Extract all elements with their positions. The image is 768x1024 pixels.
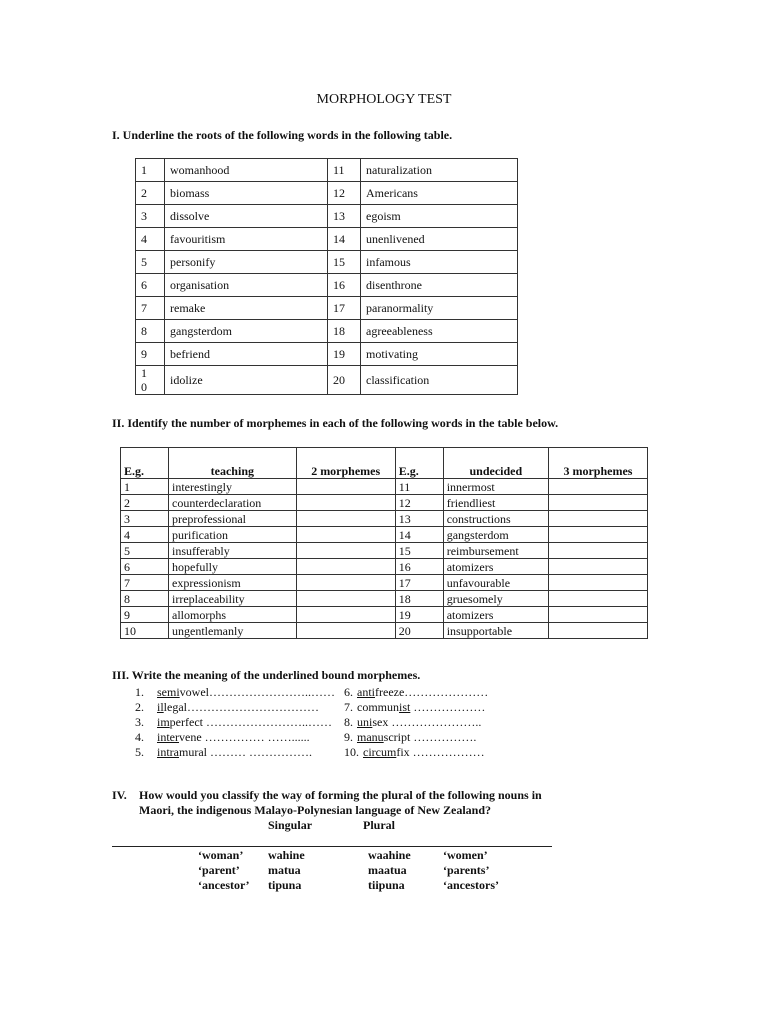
underlined-morpheme: im	[157, 715, 170, 729]
table-row	[136, 182, 518, 205]
item-number: 4	[121, 527, 169, 543]
section4-number: IV.	[112, 788, 127, 802]
word-cell: insupportable	[443, 623, 548, 639]
item-number: 15	[328, 251, 361, 274]
table-row	[136, 274, 518, 297]
item-number: 9	[136, 343, 165, 366]
header-eg-2: E.g.	[395, 448, 443, 479]
maori-singular: wahine	[268, 848, 305, 862]
item-number: 6	[136, 274, 165, 297]
word-cell: insufferably	[169, 543, 297, 559]
section3-heading: III. Write the meaning of the underlined bound morphemes.	[112, 668, 421, 682]
item-number: 6.	[344, 685, 353, 699]
word-cell: befriend	[165, 343, 328, 366]
morphemes-table	[120, 447, 648, 639]
item-number: 16	[328, 274, 361, 297]
word-cell: hopefully	[169, 559, 297, 575]
item-number: 14	[395, 527, 443, 543]
item-number: 8.	[344, 715, 353, 729]
gloss-singular: ‘parent’	[198, 863, 240, 877]
item-number: 18	[395, 591, 443, 607]
divider-line	[112, 846, 552, 847]
answer-cell	[548, 607, 647, 623]
item-number: 3	[136, 205, 165, 228]
table-row	[121, 511, 648, 527]
section2-heading: II. Identify the number of morphemes in each of the following words in the table below.	[112, 416, 559, 430]
gloss-plural: ‘women’	[443, 848, 488, 862]
word-cell: infamous	[361, 251, 518, 274]
section4-heading-line2: Maori, the indigenous Malayo-Polynesian language of New Zealand?	[139, 803, 492, 817]
answer-cell	[296, 575, 395, 591]
maori-singular: tipuna	[268, 878, 302, 892]
answer-cell	[296, 527, 395, 543]
maori-plural: waahine	[368, 848, 411, 862]
table-row	[136, 159, 518, 182]
item-number: 3	[121, 511, 169, 527]
word-cell: biomass	[165, 182, 328, 205]
word-cell: gangsterdom	[443, 527, 548, 543]
answer-cell	[296, 495, 395, 511]
word-cell: gruesomely	[443, 591, 548, 607]
table-row	[136, 297, 518, 320]
word-cell: motivating	[361, 343, 518, 366]
underlined-morpheme: uni	[357, 715, 373, 729]
item-number: 17	[328, 297, 361, 320]
item-number: 4	[136, 228, 165, 251]
word-cell: atomizers	[443, 607, 548, 623]
morphemes-table-header	[121, 448, 648, 479]
word-cell: idolize	[165, 366, 328, 395]
morpheme-item	[135, 700, 319, 715]
table-row	[136, 228, 518, 251]
underlined-morpheme: manu	[357, 730, 384, 744]
table-row	[121, 575, 648, 591]
item-number: 19	[328, 343, 361, 366]
answer-cell	[296, 623, 395, 639]
morpheme-item	[344, 715, 481, 730]
item-number: 2	[136, 182, 165, 205]
column-plural: Plural	[363, 818, 395, 832]
word-remainder: fix ………………	[396, 745, 485, 759]
answer-cell	[296, 479, 395, 495]
header-example-answer-1: 2 morphemes	[296, 448, 395, 479]
item-number: 14	[328, 228, 361, 251]
table-row	[121, 623, 648, 639]
morpheme-item	[344, 730, 476, 745]
word-cell: friendliest	[443, 495, 548, 511]
item-number: 2	[121, 495, 169, 511]
word-cell: preprofessional	[169, 511, 297, 527]
item-number: 17	[395, 575, 443, 591]
header-example-word-1: teaching	[169, 448, 297, 479]
morpheme-item	[344, 685, 488, 700]
table-row	[121, 607, 648, 623]
answer-cell	[548, 623, 647, 639]
word-cell: gangsterdom	[165, 320, 328, 343]
table-row	[136, 366, 518, 395]
header-example-answer-2: 3 morphemes	[548, 448, 647, 479]
word-cell: constructions	[443, 511, 548, 527]
word-remainder: mural ……… …………….	[179, 745, 312, 759]
word-cell: naturalization	[361, 159, 518, 182]
maori-plural: tiipuna	[368, 878, 405, 892]
word-remainder: legal……………………………	[163, 700, 319, 714]
table-row	[121, 479, 648, 495]
answer-cell	[548, 575, 647, 591]
underlined-morpheme: inter	[157, 730, 179, 744]
gloss-plural: ‘parents’	[443, 863, 490, 877]
item-number: 11	[395, 479, 443, 495]
item-number: 7	[121, 575, 169, 591]
underlined-morpheme: semi	[157, 685, 180, 699]
word-cell: interestingly	[169, 479, 297, 495]
word-remainder: freeze…………………	[375, 685, 489, 699]
table-row	[121, 495, 648, 511]
item-number: 6	[121, 559, 169, 575]
table-row	[136, 205, 518, 228]
word-cell: Americans	[361, 182, 518, 205]
item-number: 13	[328, 205, 361, 228]
gloss-singular: ‘woman’	[198, 848, 244, 862]
word-cell: womanhood	[165, 159, 328, 182]
item-number: 11	[328, 159, 361, 182]
table-row	[136, 343, 518, 366]
word-remainder: vene …………… ……......	[179, 730, 310, 744]
item-number: 5	[136, 251, 165, 274]
word-cell: counterdeclaration	[169, 495, 297, 511]
morpheme-item	[344, 745, 485, 760]
item-number: 4.	[135, 730, 144, 744]
word-cell: reimbursement	[443, 543, 548, 559]
answer-cell	[548, 495, 647, 511]
underlined-morpheme: ist	[399, 700, 411, 714]
morpheme-item	[135, 730, 310, 745]
word-cell: paranormality	[361, 297, 518, 320]
item-number: 7.	[344, 700, 353, 714]
roots-table	[135, 158, 518, 395]
word-prefix: commun	[357, 700, 399, 714]
item-number: 1	[136, 159, 165, 182]
morpheme-item	[135, 715, 332, 730]
morpheme-item	[344, 700, 485, 715]
item-number: 18	[328, 320, 361, 343]
item-number: 9.	[344, 730, 353, 744]
answer-cell	[548, 591, 647, 607]
underlined-morpheme: il	[157, 700, 164, 714]
word-cell: irreplaceability	[169, 591, 297, 607]
word-cell: classification	[361, 366, 518, 395]
word-remainder: vowel……………………..……	[179, 685, 335, 699]
morpheme-item	[135, 685, 335, 700]
item-number: 1.	[135, 685, 144, 699]
word-cell: dissolve	[165, 205, 328, 228]
page-title: MORPHOLOGY TEST	[316, 92, 452, 107]
answer-cell	[548, 511, 647, 527]
answer-cell	[548, 527, 647, 543]
item-number: 16	[395, 559, 443, 575]
word-cell: agreeableness	[361, 320, 518, 343]
item-number: 8	[121, 591, 169, 607]
gloss-singular: ‘ancestor’	[198, 878, 250, 892]
item-number: 5.	[135, 745, 144, 759]
column-singular: Singular	[268, 818, 313, 832]
word-cell: favouritism	[165, 228, 328, 251]
word-remainder: perfect ……………………..……	[169, 715, 332, 729]
table-row	[121, 559, 648, 575]
word-cell: egoism	[361, 205, 518, 228]
word-remainder: ………………	[410, 700, 486, 714]
table-row	[136, 320, 518, 343]
maori-singular: matua	[268, 863, 301, 877]
item-number: 7	[136, 297, 165, 320]
morpheme-item	[135, 745, 312, 760]
table-row	[136, 251, 518, 274]
word-cell: purification	[169, 527, 297, 543]
table-row	[121, 527, 648, 543]
answer-cell	[296, 591, 395, 607]
item-number: 1 0	[136, 366, 165, 395]
maori-plural: maatua	[368, 863, 407, 877]
word-cell: unenlivened	[361, 228, 518, 251]
item-number: 19	[395, 607, 443, 623]
answer-cell	[548, 479, 647, 495]
section4-heading-line1: How would you classify the way of forming the plural of the following nouns in	[139, 788, 542, 802]
word-cell: remake	[165, 297, 328, 320]
word-cell: disenthrone	[361, 274, 518, 297]
word-cell: ungentlemanly	[169, 623, 297, 639]
answer-cell	[296, 511, 395, 527]
item-number: 20	[395, 623, 443, 639]
answer-cell	[296, 543, 395, 559]
word-cell: atomizers	[443, 559, 548, 575]
header-eg-1: E.g.	[121, 448, 169, 479]
item-number: 9	[121, 607, 169, 623]
header-example-word-2: undecided	[443, 448, 548, 479]
underlined-morpheme: intra	[157, 745, 179, 759]
item-number: 12	[328, 182, 361, 205]
word-cell: expressionism	[169, 575, 297, 591]
item-number: 20	[328, 366, 361, 395]
gloss-plural: ‘ancestors’	[443, 878, 499, 892]
item-number: 3.	[135, 715, 144, 729]
item-number: 2.	[135, 700, 144, 714]
section1-heading: I. Underline the roots of the following words in the following table.	[112, 128, 453, 142]
item-number: 10	[121, 623, 169, 639]
item-number: 13	[395, 511, 443, 527]
underlined-morpheme: circum	[363, 745, 397, 759]
word-cell: organisation	[165, 274, 328, 297]
word-remainder: sex …………………..	[372, 715, 482, 729]
item-number: 10.	[344, 745, 359, 759]
item-number: 8	[136, 320, 165, 343]
answer-cell	[548, 559, 647, 575]
word-cell: personify	[165, 251, 328, 274]
item-number: 12	[395, 495, 443, 511]
word-cell: innermost	[443, 479, 548, 495]
word-remainder: script …………….	[383, 730, 477, 744]
answer-cell	[296, 607, 395, 623]
word-cell: unfavourable	[443, 575, 548, 591]
answer-cell	[296, 559, 395, 575]
item-number: 15	[395, 543, 443, 559]
word-cell: allomorphs	[169, 607, 297, 623]
underlined-morpheme: anti	[357, 685, 375, 699]
answer-cell	[548, 543, 647, 559]
table-row	[121, 591, 648, 607]
table-row	[121, 543, 648, 559]
item-number: 1	[121, 479, 169, 495]
item-number: 5	[121, 543, 169, 559]
